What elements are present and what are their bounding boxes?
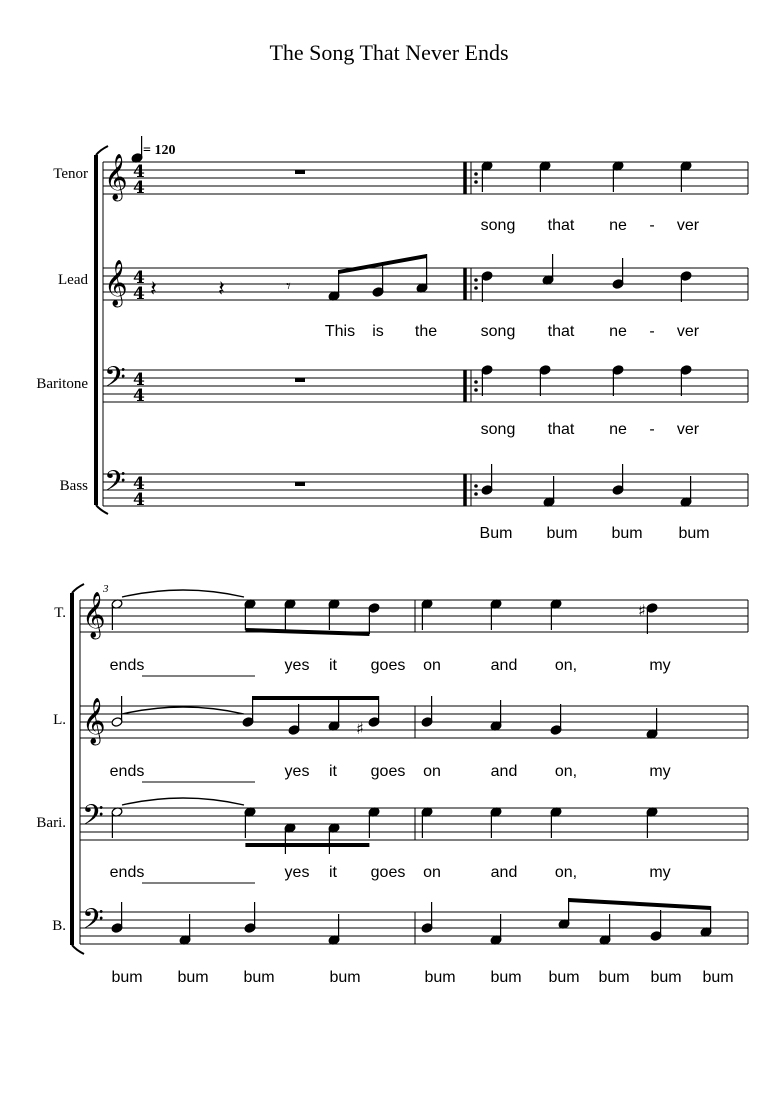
lyric: yes xyxy=(284,763,310,780)
lyric: my xyxy=(649,763,671,780)
staff-label-lead: Lead xyxy=(58,272,88,288)
bass-clef-icon: 𝄢 xyxy=(104,465,126,505)
treble-clef-icon: 𝄞 xyxy=(82,698,106,744)
lyric: song xyxy=(480,217,516,234)
sharp-icon: ♯ xyxy=(638,601,646,620)
lyric: ver xyxy=(676,323,700,340)
lyric: bum xyxy=(611,525,643,542)
lyric: ne xyxy=(609,421,627,438)
time-signature: 4 xyxy=(133,370,145,390)
staff-label-bass: Bass xyxy=(59,478,88,494)
lyric: that xyxy=(547,217,575,234)
time-signature: 4 xyxy=(133,162,145,182)
lyric: and xyxy=(490,864,518,881)
lyric: ends xyxy=(109,864,145,881)
quarter-rest: 𝄽 xyxy=(218,277,225,302)
treble-clef-icon: 𝄞 xyxy=(104,260,128,306)
lyric: bum xyxy=(424,969,456,986)
treble-clef-icon: 𝄞 xyxy=(82,592,106,638)
lyric: - xyxy=(649,421,655,438)
lyric: ne xyxy=(609,323,627,340)
lyric: Bum xyxy=(479,525,513,542)
lyric: bum xyxy=(702,969,734,986)
lyric: that xyxy=(547,323,575,340)
quarter-rest: 𝄽 xyxy=(150,277,157,302)
bass-clef-icon: 𝄢 xyxy=(82,903,104,943)
sharp-icon: ♯ xyxy=(356,719,364,738)
whole-rest xyxy=(295,482,305,486)
lyric: is xyxy=(372,323,384,340)
lyric: goes xyxy=(370,763,406,780)
lyric: ends xyxy=(109,657,145,674)
lyric: on xyxy=(423,657,441,674)
tempo-marking: = 120 xyxy=(143,143,176,158)
repeat-dot xyxy=(474,484,478,488)
lyric: bum xyxy=(548,969,580,986)
lyric: that xyxy=(547,421,575,438)
beam xyxy=(245,843,369,847)
lyric: This xyxy=(324,323,356,340)
whole-rest xyxy=(295,170,305,174)
bass-clef-icon: 𝄢 xyxy=(104,361,126,401)
lyric: bum xyxy=(329,969,361,986)
treble-clef-icon: 𝄞 xyxy=(104,154,128,200)
staff-label-tenor: Tenor xyxy=(53,166,88,182)
lyric: it xyxy=(329,763,337,780)
staff-label-t: T. xyxy=(54,605,66,621)
lyric: - xyxy=(649,217,655,234)
lyric: on xyxy=(423,763,441,780)
lyric: and xyxy=(490,763,518,780)
staff-label-b: B. xyxy=(52,918,66,934)
lyric: bum xyxy=(111,969,143,986)
repeat-dot xyxy=(474,492,478,496)
lyric: on xyxy=(423,864,441,881)
lyric: bum xyxy=(490,969,522,986)
staff-label-l: L. xyxy=(53,712,66,728)
lyric: - xyxy=(649,323,655,340)
tie xyxy=(122,707,244,714)
measure-number: 3 xyxy=(103,583,109,595)
lyric: bum xyxy=(177,969,209,986)
lyric: bum xyxy=(678,525,710,542)
staff-label-bari: Bari. xyxy=(36,815,66,831)
lyric: ne xyxy=(609,217,627,234)
lyric: my xyxy=(649,657,671,674)
lyric: bum xyxy=(598,969,630,986)
lyric: ver xyxy=(676,217,700,234)
lyric: on, xyxy=(554,657,578,674)
tie xyxy=(122,590,244,597)
lyric: bum xyxy=(243,969,275,986)
beam xyxy=(253,696,379,700)
repeat-dot xyxy=(474,388,478,392)
bass-clef-icon: 𝄢 xyxy=(82,799,104,839)
lyric: song xyxy=(480,323,516,340)
repeat-dot xyxy=(474,180,478,184)
lyric: song xyxy=(480,421,516,438)
beam xyxy=(245,628,369,636)
repeat-dot xyxy=(474,172,478,176)
repeat-dot xyxy=(474,380,478,384)
lyric: goes xyxy=(370,864,406,881)
lyric: and xyxy=(490,657,518,674)
lyric: on, xyxy=(554,864,578,881)
staff-label-baritone: Baritone xyxy=(36,376,88,392)
time-signature: 4 xyxy=(133,474,145,494)
whole-rest xyxy=(295,378,305,382)
time-signature: 4 xyxy=(133,268,145,288)
lyric: on, xyxy=(554,763,578,780)
score-title: The Song That Never Ends xyxy=(269,40,509,65)
beam xyxy=(569,898,711,910)
lyric: goes xyxy=(370,657,406,674)
time-signature: 4 xyxy=(133,490,145,510)
time-signature: 4 xyxy=(133,284,145,304)
lyric: yes xyxy=(284,657,310,674)
time-signature: 4 xyxy=(133,386,145,406)
lyric: bum xyxy=(650,969,682,986)
tie xyxy=(122,798,244,805)
lyric: ver xyxy=(676,421,700,438)
lyric: bum xyxy=(546,525,578,542)
lyric: it xyxy=(329,657,337,674)
lyric: my xyxy=(649,864,671,881)
lyric: the xyxy=(414,323,438,340)
lyric: it xyxy=(329,864,337,881)
lyric: yes xyxy=(284,864,310,881)
lyric: ends xyxy=(109,763,145,780)
eighth-rest: 𝄾 xyxy=(286,276,291,297)
time-signature: 4 xyxy=(133,178,145,198)
repeat-dot xyxy=(474,278,478,282)
repeat-dot xyxy=(474,286,478,290)
system-bracket xyxy=(72,945,84,954)
